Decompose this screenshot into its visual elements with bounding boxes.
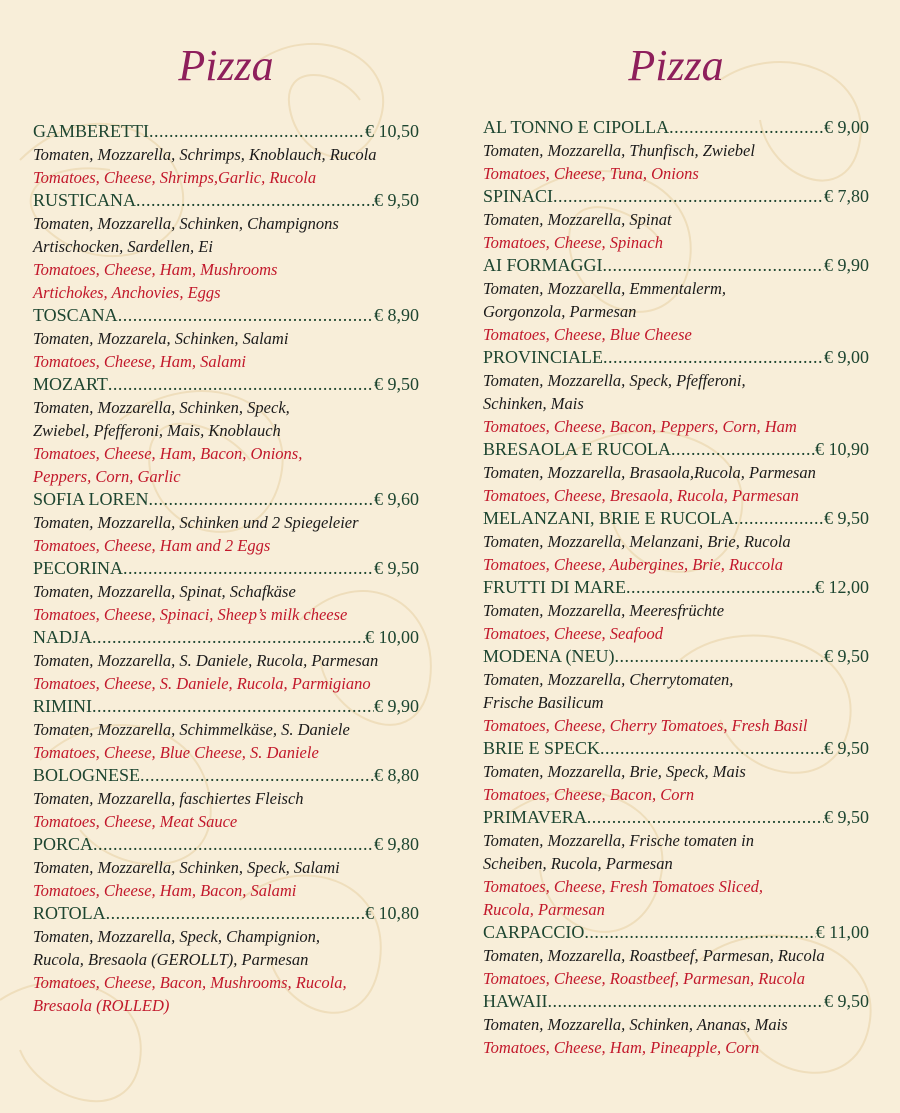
item-price: € 9,00	[824, 117, 869, 137]
item-description-german: Tomaten, Mozzarella, Thunfisch, Zwiebel	[483, 141, 755, 160]
item-description-german: Tomaten, Mozzarella, Schimmelkäse, S. Daniele	[33, 720, 350, 739]
item-price: € 9,60	[374, 489, 419, 509]
dot-leader	[93, 833, 374, 856]
menu-item	[483, 254, 869, 346]
item-name: NADJA	[33, 627, 93, 647]
dot-leader	[671, 438, 815, 461]
right-menu-list	[483, 116, 869, 1059]
dot-leader	[614, 645, 824, 668]
item-name: HAWAII	[483, 991, 548, 1011]
menu-item	[483, 185, 869, 254]
item-name: SPINACI	[483, 186, 554, 206]
item-price: € 10,90	[815, 439, 869, 459]
menu-item	[483, 438, 869, 507]
item-price: € 9,80	[374, 834, 419, 854]
item-price: € 9,50	[374, 558, 419, 578]
item-price: € 10,50	[365, 121, 419, 141]
item-name: AI FORMAGGI	[483, 255, 603, 275]
item-name: AL TONNO E CIPOLLA	[483, 117, 670, 137]
dot-leader	[92, 626, 365, 649]
menu-item	[483, 737, 869, 806]
item-name: RIMINI	[33, 696, 92, 716]
item-description-english: Tomatoes, Cheese, Spinaci, Sheep’s milk cheese	[33, 605, 348, 624]
item-price: € 9,00	[824, 347, 869, 367]
item-price: € 9,50	[824, 508, 869, 528]
item-description-german: Tomaten, Mozzarella, Melanzani, Brie, Rucola	[483, 532, 791, 551]
item-price: € 9,50	[374, 374, 419, 394]
item-description-german: Tomaten, Mozzarella, Brie, Speck, Mais	[483, 762, 746, 781]
dot-leader	[548, 990, 824, 1013]
dot-leader	[118, 304, 374, 327]
item-description-german: Tomaten, Mozzarella, Schinken, Speck, Salami	[33, 858, 340, 877]
item-price: € 9,50	[824, 807, 869, 827]
dot-leader	[584, 921, 815, 944]
item-description-german: Tomaten, Mozzarella, Speck, Champignion, Rucola, Bresaola (GEROLLT), Parmesan	[33, 927, 321, 969]
item-name: BRIE E SPECK	[483, 738, 601, 758]
dot-leader	[603, 254, 824, 277]
item-description-english: Tomatoes, Cheese, Tuna, Onions	[483, 164, 699, 183]
item-name: BRESAOLA E RUCOLA	[483, 439, 672, 459]
item-description-english: Tomatoes, Cheese, Ham, Salami	[33, 352, 246, 371]
dot-leader	[140, 764, 374, 787]
menu-item	[483, 921, 869, 990]
item-description-german: Tomaten, Mozzarella, Speck, Pfefferoni, Schinken, Mais	[483, 371, 746, 413]
dot-leader	[149, 120, 365, 143]
item-price: € 12,00	[815, 577, 869, 597]
right-column-title: Pizza	[628, 41, 724, 90]
dot-leader	[149, 488, 374, 511]
item-description-german: Tomaten, Mozzarella, Emmentalerm, Gorgonzola, Parmesan	[483, 279, 727, 321]
item-description-english: Tomatoes, Cheese, Cherry Tomatoes, Fresh Basil	[483, 716, 808, 735]
dot-leader	[123, 557, 374, 580]
item-description-german: Tomaten, Mozzarela, Schinken, Salami	[33, 329, 289, 348]
menu-item	[33, 902, 419, 1017]
item-description-german: Tomaten, Mozzarella, Meeresfrüchte	[483, 601, 725, 620]
item-description-english: Tomatoes, Cheese, Spinach	[483, 233, 663, 252]
item-description-english: Tomatoes, Cheese, Seafood	[483, 624, 663, 643]
item-description-german: Tomaten, Mozzarella, Brasaola,Rucola, Parmesan	[483, 463, 816, 482]
item-description-english: Tomatoes, Cheese, Ham, Pineapple, Corn	[483, 1038, 760, 1057]
menu-item	[33, 488, 419, 557]
dot-leader	[92, 695, 374, 718]
item-price: € 9,50	[824, 646, 869, 666]
menu-item	[33, 626, 419, 695]
dot-leader	[108, 373, 374, 396]
item-price: € 9,50	[374, 190, 419, 210]
menu-item	[33, 764, 419, 833]
item-name: MOZART	[33, 374, 108, 394]
item-price: € 8,80	[374, 765, 419, 785]
item-name: GAMBERETTI	[33, 121, 149, 141]
item-name: BOLOGNESE	[33, 765, 140, 785]
item-name: MODENA (NEU)	[483, 646, 615, 666]
dot-leader	[136, 189, 374, 212]
item-description-english: Tomatoes, Cheese, Ham and 2 Eggs	[33, 536, 271, 555]
item-price: € 7,80	[824, 186, 869, 206]
dot-leader	[626, 576, 815, 599]
menu-item	[483, 507, 869, 576]
item-description-german: Tomaten, Mozzarella, Spinat, Schafkäse	[33, 582, 296, 601]
item-name: PRIMAVERA	[483, 807, 587, 827]
dot-leader	[603, 346, 824, 369]
menu-item	[33, 833, 419, 902]
menu-item	[483, 990, 869, 1059]
item-description-german: Tomaten, Mozzarella, Roastbeef, Parmesan, Rucola	[483, 946, 825, 965]
left-menu-column	[33, 40, 419, 1017]
item-description-english: Tomatoes, Cheese, Ham, Bacon, Onions, Peppers, Corn, Garlic	[33, 444, 303, 486]
dot-leader	[600, 737, 824, 760]
item-description-english: Tomatoes, Cheese, Ham, Bacon, Salami	[33, 881, 297, 900]
item-description-german: Tomaten, Mozzarella, Schinken, Speck, Zwiebel, Pfefferoni, Mais, Knoblauch	[33, 398, 290, 440]
item-description-english: Tomatoes, Cheese, Fresh Tomatoes Sliced, Rucola, Parmesan	[483, 877, 764, 919]
item-name: PORCA	[33, 834, 94, 854]
menu-item	[33, 557, 419, 626]
dot-leader	[106, 902, 365, 925]
item-description-english: Tomatoes, Cheese, Roastbeef, Parmesan, Rucola	[483, 969, 806, 988]
left-column-title: Pizza	[178, 41, 274, 90]
item-description-english: Tomatoes, Cheese, Blue Cheese	[483, 325, 692, 344]
item-price: € 11,00	[815, 922, 869, 942]
menu-item	[33, 373, 419, 488]
right-menu-column	[483, 40, 869, 1059]
item-description-english: Tomatoes, Cheese, Shrimps,Garlic, Rucola	[33, 168, 317, 187]
item-name: MELANZANI, BRIE E RUCOLA	[483, 508, 734, 528]
item-description-german: Tomaten, Mozzarella, Cherrytomaten, Frische Basilicum	[483, 670, 734, 712]
item-description-german: Tomaten, Mozzarella, Schinken, Ananas, Mais	[483, 1015, 788, 1034]
item-price: € 9,90	[374, 696, 419, 716]
item-price: € 10,80	[365, 903, 419, 923]
item-name: PROVINCIALE	[483, 347, 603, 367]
item-price: € 10,00	[365, 627, 419, 647]
item-description-german: Tomaten, Mozzarella, faschiertes Fleisch	[33, 789, 304, 808]
menu-item	[483, 806, 869, 921]
menu-item	[33, 304, 419, 373]
item-description-english: Tomatoes, Cheese, Bacon, Mushrooms, Rucola, Bresaola (ROLLED)	[33, 973, 347, 1015]
left-menu-list	[33, 120, 419, 1017]
menu-item	[483, 645, 869, 737]
item-description-german: Tomaten, Mozzarella, S. Daniele, Rucola, Parmesan	[33, 651, 379, 670]
menu-item	[483, 346, 869, 438]
item-description-english: Tomatoes, Cheese, Blue Cheese, S. Daniele	[33, 743, 319, 762]
menu-item	[483, 116, 869, 185]
item-description-english: Tomatoes, Cheese, Aubergines, Brie, Ruccola	[483, 555, 784, 574]
dot-leader	[587, 806, 824, 829]
item-description-english: Tomatoes, Cheese, Ham, Mushrooms Artichokes, Anchovies, Eggs	[33, 260, 278, 302]
item-price: € 9,90	[824, 255, 869, 275]
item-description-german: Tomaten, Mozzarella, Schrimps, Knoblauch, Rucola	[33, 145, 377, 164]
item-description-german: Tomaten, Mozzarella, Frische tomaten in Scheiben, Rucola, Parmesan	[483, 831, 755, 873]
item-description-german: Tomaten, Mozzarella, Spinat	[483, 210, 672, 229]
item-price: € 8,90	[374, 305, 419, 325]
item-description-english: Tomatoes, Cheese, Bacon, Peppers, Corn, Ham	[483, 417, 797, 436]
item-description-english: Tomatoes, Cheese, Bresaola, Rucola, Parmesan	[483, 486, 799, 505]
item-name: SOFIA LOREN	[33, 489, 149, 509]
item-price: € 9,50	[824, 738, 869, 758]
menu-item	[33, 120, 419, 189]
menu-item	[33, 189, 419, 304]
dot-leader	[669, 116, 824, 139]
item-description-english: Tomatoes, Cheese, S. Daniele, Rucola, Parmigiano	[33, 674, 371, 693]
item-name: TOSCANA	[33, 305, 118, 325]
menu-item	[483, 576, 869, 645]
item-name: ROTOLA	[33, 903, 106, 923]
item-name: CARPACCIO	[483, 922, 585, 942]
dot-leader	[734, 507, 824, 530]
item-description-english: Tomatoes, Cheese, Bacon, Corn	[483, 785, 695, 804]
dot-leader	[553, 185, 824, 208]
item-description-german: Tomaten, Mozzarella, Schinken, Champignons Artischocken, Sardellen, Ei	[33, 214, 339, 256]
item-name: PECORINA	[33, 558, 124, 578]
item-price: € 9,50	[824, 991, 869, 1011]
item-name: RUSTICANA	[33, 190, 137, 210]
item-name: FRUTTI DI MARE	[483, 577, 626, 597]
item-description-german: Tomaten, Mozzarella, Schinken und 2 Spiegeleier	[33, 513, 359, 532]
item-description-english: Tomatoes, Cheese, Meat Sauce	[33, 812, 238, 831]
menu-item	[33, 695, 419, 764]
